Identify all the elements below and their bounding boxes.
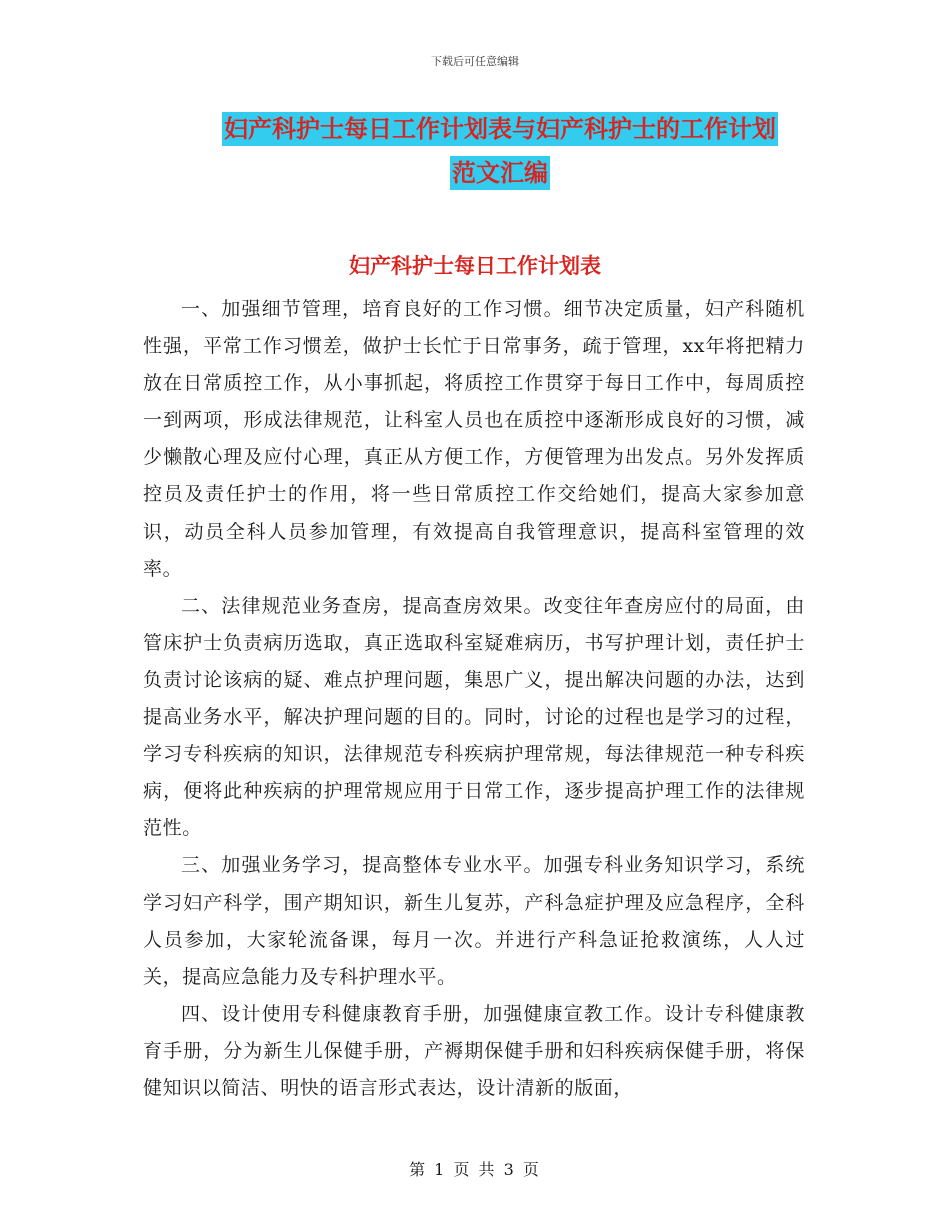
- document-body: [143, 291, 805, 1107]
- paragraph: 二、法律规范业务查房，提高查房效果。改变往年查房应付的局面，由管床护士负责病历选取，真正选取科室疑难病历，书写护理计划，责任护士负责讨论该病的疑、难点护理问题，集思广义，提出解决问题的办法，达到提高业务水平，解决护理问题的目的。同时，讨论的过程也是学习的过程，学习专科疾病的知识，法律规范专科疾病护理常规，每法律规范一种专科疾病，便将此种疾病的护理常规应用于日常工作，逐步提高护理工作的法律规范性。: [143, 594, 805, 840]
- document-title: [190, 112, 810, 190]
- title-line-1: 妇产科护士每日工作计划表与妇产科护士的工作计划: [222, 112, 778, 146]
- paragraph: 四、设计使用专科健康教育手册，加强健康宣教工作。设计专科健康教育手册，分为新生儿保健手册，产褥期保健手册和妇科疾病保健手册，将保健知识以简洁、明快的语言形式表达，设计清新的版面，: [143, 1002, 805, 1099]
- section-title: 妇产科护士每日工作计划表: [349, 253, 601, 278]
- paragraph: 一、加强细节管理，培育良好的工作习惯。细节决定质量，妇产科随机性强，平常工作习惯差，做护士长忙于日常事务，疏于管理，xx年将把精力放在日常质控工作，从小事抓起，将质控工作贯穿于每日工作中，每周质控一到两项，形成法律规范，让科室人员也在质控中逐渐形成良好的习惯，减少懒散心理及应付心理，真正从方便工作，方便管理为出发点。另外发挥质控员及责任护士的作用，将一些日常质控工作交给她们，提高大家参加意识，动员全科人员参加管理，有效提高自我管理意识，提高科室管理的效率。: [143, 298, 805, 580]
- header-note: 下载后可任意编辑: [431, 55, 519, 68]
- page-footer: 第 1 页 共 3 页: [409, 1160, 541, 1179]
- paragraph: 三、加强业务学习，提高整体专业水平。加强专科业务知识学习，系统学习妇产科学，围产期知识，新生儿复苏，产科急症护理及应急程序，全科人员参加，大家轮流备课，每月一次。并进行产科急证抢救演练，人人过关，提高应急能力及专科护理水平。: [143, 854, 805, 988]
- title-line-2: 范文汇编: [450, 156, 550, 190]
